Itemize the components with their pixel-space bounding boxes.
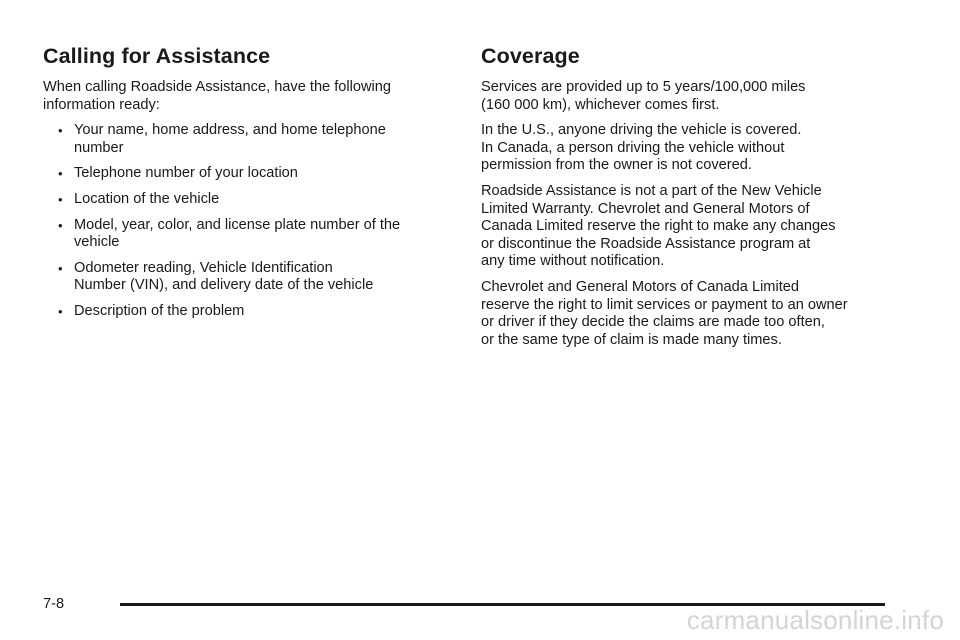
coverage-paragraph: Services are provided up to 5 years/100,000 miles (160 000 km), whichever comes first. xyxy=(481,79,806,113)
bullet-icon: • xyxy=(58,260,63,276)
calling-for-assistance-heading: Calling for Assistance xyxy=(43,44,271,68)
left-column xyxy=(43,44,443,329)
list-item xyxy=(43,165,443,183)
calling-intro: When calling Roadside Assistance, have the following information ready: xyxy=(43,79,392,113)
page-number: 7-8 xyxy=(43,596,65,612)
coverage-paragraph: In the U.S., anyone driving the vehicle is covered. In Canada, a person driving the vehicle without permission from the owner is not covered. xyxy=(481,122,802,174)
bullet-icon: • xyxy=(58,191,63,207)
list-item-text: Model, year, color, and license plate number of the vehicle xyxy=(74,216,401,251)
list-item-text: Your name, home address, and home telephone number xyxy=(74,122,386,156)
coverage-paragraph: Chevrolet and General Motors of Canada Limited reserve the right to limit services or payment to an owner or driver if they decide the claims are made too often, or the same type of claim is made many times. xyxy=(481,278,848,348)
bullet-icon: • xyxy=(58,166,63,182)
bullet-icon: • xyxy=(58,217,63,233)
list-item xyxy=(43,217,443,252)
list-item xyxy=(43,191,443,209)
coverage-heading: Coverage xyxy=(481,44,580,68)
bullet-icon: • xyxy=(58,123,63,139)
coverage-paragraph: Roadside Assistance is not a part of the New Vehicle Limited Warranty. Chevrolet and General Motors of Canada Limited reserve the right to make any changes or discontinue the Roadside Assistance program at any time without notification. xyxy=(481,182,836,270)
right-column xyxy=(481,44,901,357)
watermark-text: carmanualsonline.info xyxy=(686,605,944,635)
list-item-text: Odometer reading, Vehicle Identification Number (VIN), and delivery date of the vehicle xyxy=(74,259,374,294)
list-item-text: Telephone number of your location xyxy=(74,165,298,182)
list-item xyxy=(43,260,443,295)
list-item-text: Description of the problem xyxy=(74,302,245,319)
list-item-text: Location of the vehicle xyxy=(74,190,220,207)
bullet-icon: • xyxy=(58,303,63,319)
list-item xyxy=(43,122,443,157)
list-item xyxy=(43,303,443,321)
info-checklist xyxy=(43,122,443,320)
